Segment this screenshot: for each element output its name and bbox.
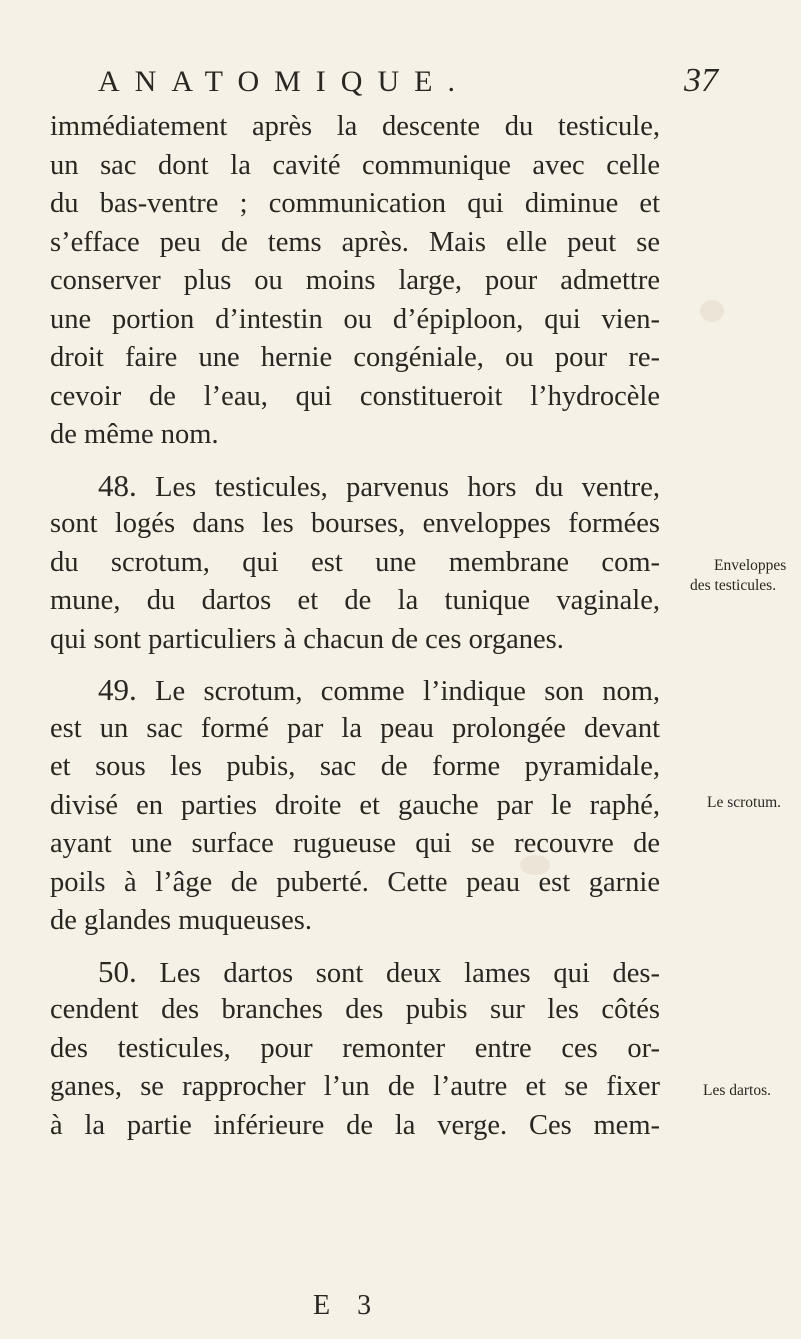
text-line: divisé en parties droite et gauche par le raphé, xyxy=(50,789,660,821)
text-line: et sous les pubis, sac de forme pyramidale, xyxy=(50,751,660,782)
paragraph-48-first-line xyxy=(50,467,660,506)
page-number: 37 xyxy=(684,62,718,99)
text-line: immédiatement après la descente du testicule, xyxy=(50,111,660,142)
text-line: Les testicules, parvenus hors du ventre, xyxy=(155,471,661,503)
text-line: est un sac formé par la peau prolongée devant xyxy=(50,712,660,744)
text-line: s’efface peu de tems après. Mais elle peut se xyxy=(50,226,660,258)
text-line: Les dartos sont deux lames qui des- xyxy=(159,957,661,989)
text-line: poils à l’âge de puberté. Cette peau est garnie xyxy=(50,866,660,898)
text-line: une portion d’intestin ou d’épiploon, qui vien- xyxy=(50,303,660,335)
text-line: ganes, se rapprocher l’un de l’autre et se fixer xyxy=(50,1071,660,1102)
text-line: du scrotum, qui est une membrane com- xyxy=(50,546,660,578)
running-title: ANATOMIQUE. xyxy=(98,65,470,98)
text-line: du bas-ventre ; communication qui diminue et xyxy=(50,188,660,219)
paragraph-number: 50. xyxy=(98,953,137,989)
text-line: sont logés dans les bourses, enveloppes formées xyxy=(50,508,660,539)
margin-note-scrotum: Le scrotum. xyxy=(707,794,782,811)
text-line: des testicules, pour remonter entre ces or- xyxy=(50,1032,660,1064)
paragraph-number: 48. xyxy=(98,467,137,503)
margin-note-dartos: Les dartos. xyxy=(703,1082,772,1099)
margin-note-envelopes-cont: des testicules. xyxy=(690,577,777,594)
text-line: cendent des branches des pubis sur les côtés xyxy=(50,994,660,1025)
paragraph-49-first-line xyxy=(50,671,660,710)
text-line: droit faire une hernie congéniale, ou pour re- xyxy=(50,342,660,373)
running-head xyxy=(98,62,718,102)
text-line: de même nom. xyxy=(50,419,219,450)
signature-mark: E 3 xyxy=(313,1290,382,1321)
paragraph-50-first-line xyxy=(50,953,660,992)
margin-note-envelopes: Enveloppes xyxy=(714,557,787,574)
text-line: ayant une surface rugueuse qui se recouvre de xyxy=(50,828,660,859)
body-text xyxy=(50,108,660,1145)
paper-stain xyxy=(700,300,724,322)
text-line: à la partie inférieure de la verge. Ces mem- xyxy=(50,1109,660,1141)
text-line: un sac dont la cavité communique avec celle xyxy=(50,149,660,181)
text-line: mune, du dartos et de la tunique vaginale, xyxy=(50,585,660,616)
text-line: cevoir de l’eau, qui constitueroit l’hydrocèle xyxy=(50,380,660,412)
text-line: conserver plus ou moins large, pour admettre xyxy=(50,265,660,296)
paragraph-number: 49. xyxy=(98,672,137,707)
text-line: Le scrotum, comme l’indique son nom, xyxy=(155,676,661,707)
text-line: de glandes muqueuses. xyxy=(50,905,312,936)
text-line: qui sont particuliers à chacun de ces organes. xyxy=(50,623,564,655)
